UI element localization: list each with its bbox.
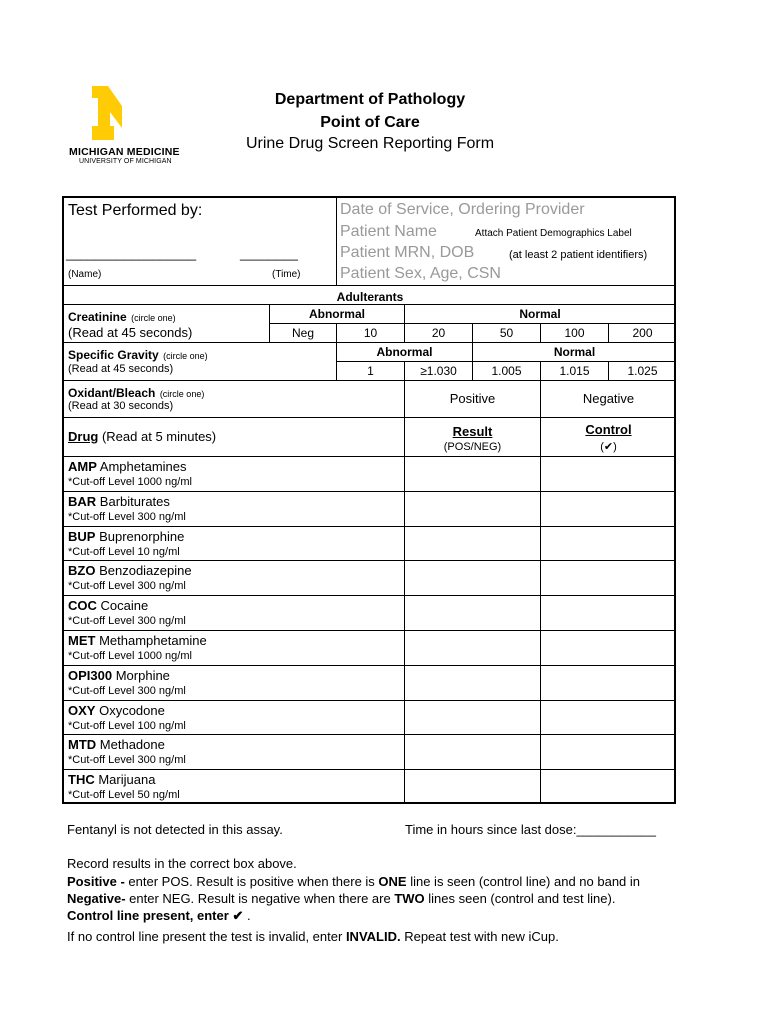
creatinine-value-50[interactable]: 50 <box>499 326 514 340</box>
control-subheader: (✔) <box>600 441 617 453</box>
result-cell[interactable] <box>405 734 540 769</box>
point-of-care-heading: Point of Care <box>320 114 420 131</box>
creatinine-value-20[interactable]: 20 <box>431 326 446 340</box>
sg-value-1005[interactable]: 1.005 <box>491 364 522 378</box>
block-m-icon <box>62 84 122 140</box>
result-subheader: (POS/NEG) <box>443 441 502 453</box>
result-cell[interactable] <box>405 769 540 804</box>
name-caption: (Name) <box>68 269 102 280</box>
control-cell[interactable] <box>541 595 676 630</box>
result-cell[interactable] <box>405 630 540 665</box>
name-blank[interactable]: __________________ <box>66 246 197 261</box>
oxidant-read-time: (Read at 30 seconds) <box>68 400 174 412</box>
checkmark-icon: ✔ <box>232 908 244 923</box>
result-cell[interactable] <box>405 560 540 595</box>
oxidant-negative[interactable]: Negative <box>582 391 635 406</box>
result-cell[interactable] <box>405 700 540 735</box>
control-cell[interactable] <box>541 491 676 526</box>
drug-name: BUP Buprenorphine <box>68 528 185 544</box>
attach-label-note: Attach Patient Demographics Label <box>475 228 632 239</box>
positive-instruction: Positive - enter POS. Result is positive when there is ONE line is seen (control line) and no band in <box>67 874 641 889</box>
drug-cutoff: *Cut-off Level 300 ng/ml <box>68 580 186 593</box>
creatinine-label: Creatinine (circle one) <box>68 310 176 324</box>
drug-name: COC Cocaine <box>68 598 149 614</box>
time-since-dose[interactable]: Time in hours since last dose:___________ <box>405 822 657 837</box>
drug-cutoff: *Cut-off Level 300 ng/ml <box>68 510 186 523</box>
sg-read-time: (Read at 45 seconds) <box>68 363 174 375</box>
control-cell[interactable] <box>541 665 676 700</box>
result-cell[interactable] <box>405 595 540 630</box>
logo-line1: MICHIGAN MEDICINE <box>69 146 180 158</box>
label-line-sex: Patient Sex, Age, CSN <box>340 265 501 282</box>
negative-instruction: Negative- enter NEG. Result is negative when there are TWO lines seen (control and test line). <box>67 891 616 906</box>
creatinine-abnormal-header: Abnormal <box>308 307 365 321</box>
label-line-patient-name: Patient Name <box>340 223 437 240</box>
sg-label: Specific Gravity (circle one) <box>68 348 208 362</box>
drug-cutoff: *Cut-off Level 300 ng/ml <box>68 684 186 697</box>
result-cell[interactable] <box>405 526 540 561</box>
time-caption: (Time) <box>272 269 301 280</box>
result-cell[interactable] <box>405 456 540 491</box>
result-cell[interactable] <box>405 491 540 526</box>
sg-value-1030[interactable]: ≥1.030 <box>420 364 457 378</box>
drug-cutoff: *Cut-off Level 300 ng/ml <box>68 615 186 628</box>
drug-cutoff: *Cut-off Level 1000 ng/ml <box>68 476 192 488</box>
oxidant-positive[interactable]: Positive <box>449 391 496 406</box>
drug-header: Drug (Read at 5 minutes) <box>68 429 217 444</box>
drug-cutoff: *Cut-off Level 10 ng/ml <box>68 545 180 558</box>
sg-abnormal-header: Abnormal <box>376 345 433 359</box>
control-header: Control <box>585 422 632 437</box>
drug-cutoff: *Cut-off Level 100 ng/ml <box>68 719 186 732</box>
sg-value-1015[interactable]: 1.015 <box>559 364 590 378</box>
control-cell[interactable] <box>541 769 676 804</box>
sg-value-1[interactable]: 1 <box>367 364 374 378</box>
drug-name: OPI300 Morphine <box>68 667 170 683</box>
creatinine-value-neg[interactable]: Neg <box>291 326 314 340</box>
test-performed-label: Test Performed by: <box>68 202 203 219</box>
sg-value-1025[interactable]: 1.025 <box>627 364 658 378</box>
control-cell[interactable] <box>541 526 676 561</box>
adulterants-title: Adulterants <box>336 290 404 304</box>
time-blank[interactable]: ________ <box>240 246 298 261</box>
form-table <box>62 196 676 804</box>
creatinine-normal-header: Normal <box>519 307 561 321</box>
logo-line2: UNIVERSITY OF MICHIGAN <box>79 158 172 165</box>
invalid-instruction: If no control line present the test is invalid, enter INVALID. Repeat test with new iCup. <box>67 929 559 944</box>
record-instruction: Record results in the correct box above. <box>67 856 297 871</box>
drug-name: OXY Oxycodone <box>68 702 165 718</box>
label-line-date: Date of Service, Ordering Provider <box>340 201 585 218</box>
drug-name: THC Marijuana <box>68 772 156 788</box>
control-cell[interactable] <box>541 456 676 491</box>
drug-name: BZO Benzodiazepine <box>68 563 192 579</box>
result-cell[interactable] <box>405 665 540 700</box>
control-cell[interactable] <box>541 560 676 595</box>
control-cell[interactable] <box>541 700 676 735</box>
drug-cutoff: *Cut-off Level 1000 ng/ml <box>68 650 192 662</box>
label-line-mrn: Patient MRN, DOB <box>340 244 475 261</box>
control-cell[interactable] <box>541 630 676 665</box>
sg-normal-header: Normal <box>553 345 596 359</box>
drug-name: MTD Methadone <box>68 737 165 753</box>
result-header: Result <box>452 424 493 439</box>
control-cell[interactable] <box>541 734 676 769</box>
drug-name: BAR Barbiturates <box>68 493 170 509</box>
michigan-medicine-logo <box>62 84 182 140</box>
identifiers-note: (at least 2 patient identifiers) <box>509 249 648 261</box>
creatinine-read-time: (Read at 45 seconds) <box>68 325 193 340</box>
department-heading: Department of Pathology <box>274 91 466 108</box>
oxidant-label: Oxidant/Bleach (circle one) <box>68 386 205 400</box>
drug-cutoff: *Cut-off Level 300 ng/ml <box>68 754 186 767</box>
drug-name: AMP Amphetamines <box>68 459 187 474</box>
creatinine-value-100[interactable]: 100 <box>564 326 585 340</box>
control-instruction: Control line present, enter ✔ . <box>67 908 251 923</box>
fentanyl-note: Fentanyl is not detected in this assay. <box>67 822 283 837</box>
drug-cutoff: *Cut-off Level 50 ng/ml <box>68 789 180 802</box>
form-title: Urine Drug Screen Reporting Form <box>245 135 495 152</box>
creatinine-value-200[interactable]: 200 <box>632 326 653 340</box>
drug-name: MET Methamphetamine <box>68 633 207 648</box>
creatinine-value-10[interactable]: 10 <box>363 326 378 340</box>
